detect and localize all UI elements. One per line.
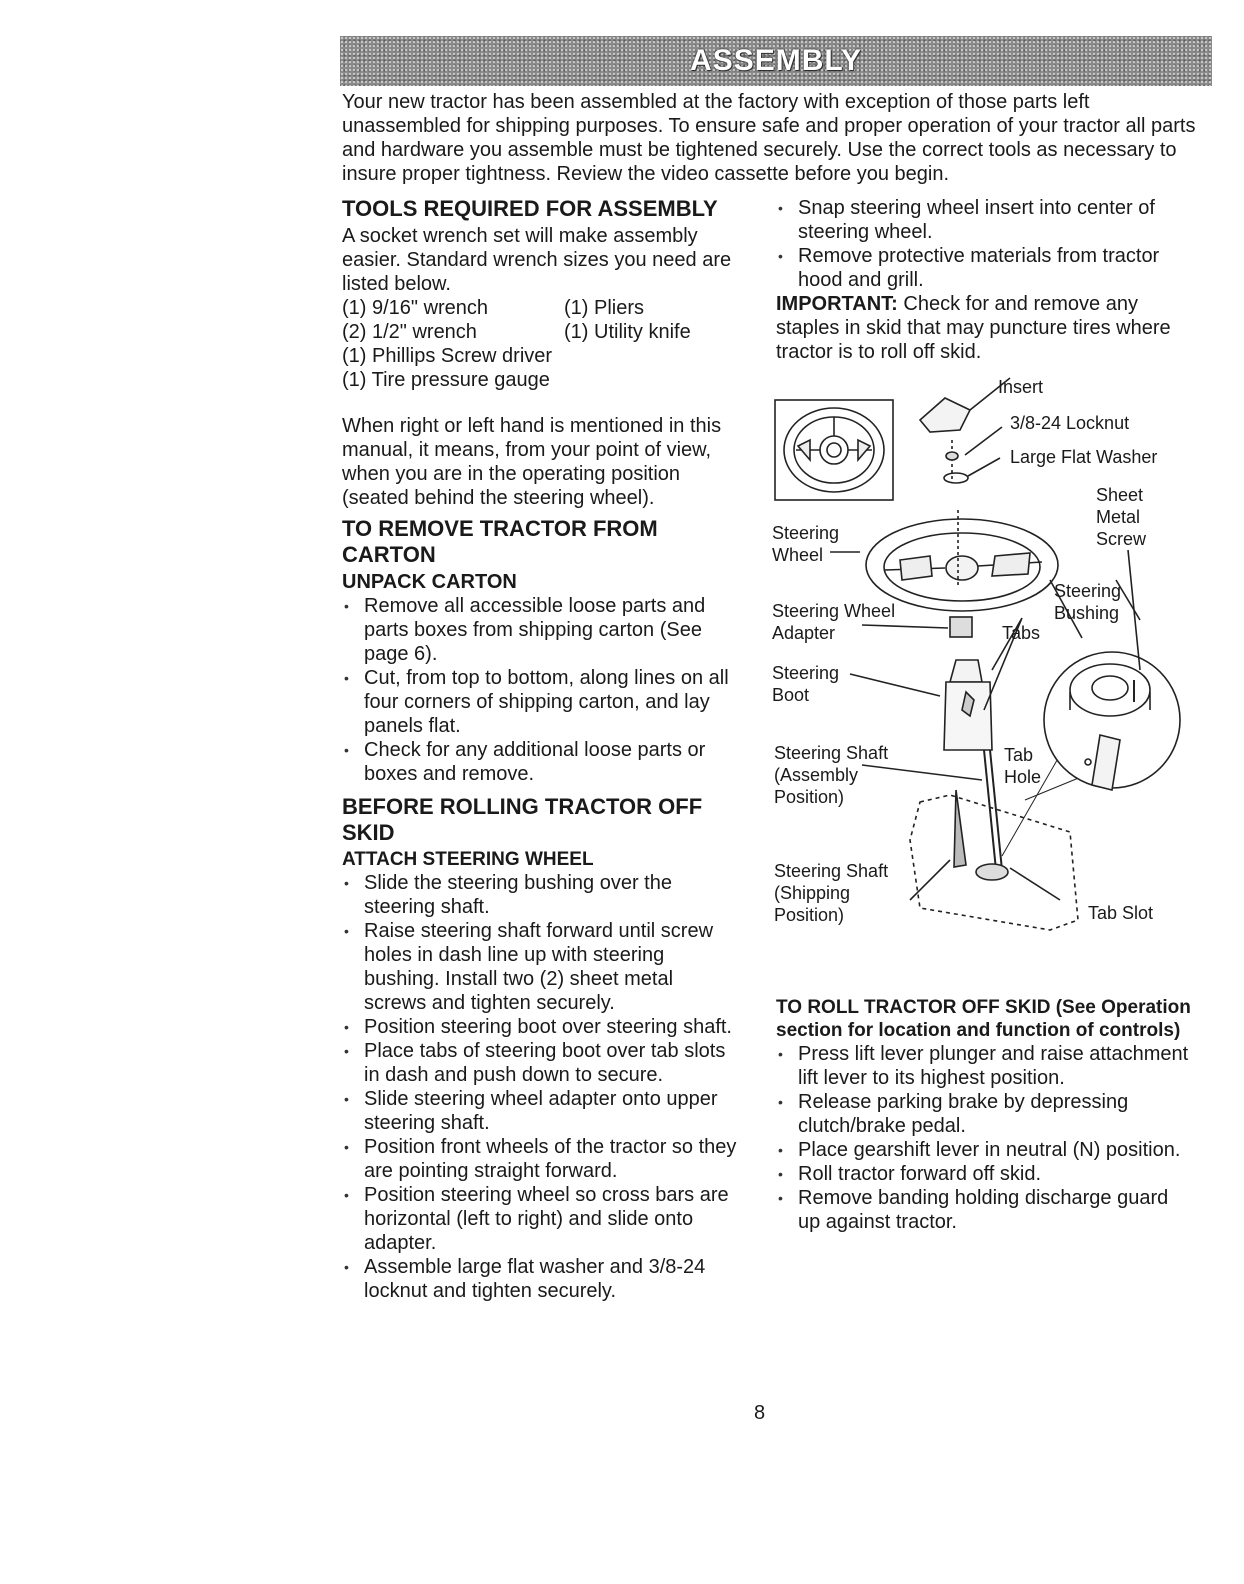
tools-intro: A socket wrench set will make assembly easier. Standard wrench sizes you need are listed below. <box>342 225 732 295</box>
label-insert: Insert <box>998 377 1044 397</box>
right-column-top <box>776 196 1186 364</box>
important-text: Check for and remove any staples in skid that may puncture tires where tractor is to roll off skid. <box>776 293 1171 363</box>
label-sheet-metal-screw: Sheet Metal Screw <box>1096 485 1147 549</box>
list-item: • Remove banding holding discharge guard up against tractor. <box>776 1186 1196 1234</box>
list-item: • Remove protective materials from tractor hood and grill. <box>776 244 1186 292</box>
label-shaft-assembly: Steering Shaft (Assembly Position) <box>774 743 889 807</box>
section-title: ASSEMBLY <box>690 44 862 77</box>
tool-item: (1) Phillips Screw driver <box>342 345 553 367</box>
roll-list <box>776 1042 1196 1234</box>
page-number: 8 <box>754 1402 766 1424</box>
label-steering-wheel: Steering Wheel <box>772 523 840 565</box>
label-tab-hole: Tab Hole <box>1004 745 1042 787</box>
left-column <box>342 196 740 1303</box>
list-item: • Cut, from top to bottom, along lines on all four corners of shipping carton, and lay panels flat. <box>342 666 740 738</box>
boot-icon <box>944 682 992 750</box>
list-item: • Roll tractor forward off skid. <box>776 1162 1196 1186</box>
list-item: • Position steering boot over steering shaft. <box>342 1015 740 1039</box>
tool-item: (1) Tire pressure gauge <box>342 369 550 391</box>
label-shaft-shipping: Steering Shaft (Shipping Position) <box>774 861 889 925</box>
list-item: • Position steering wheel so cross bars are horizontal (left to right) and slide onto adapter. <box>342 1183 740 1255</box>
label-tab-slot: Tab Slot <box>1088 903 1154 923</box>
tool-item: (1) Pliers <box>564 297 645 319</box>
tool-item: (2) 1/2" wrench <box>342 321 477 343</box>
inset-frame <box>775 400 893 500</box>
label-washer: Large Flat Washer <box>1010 447 1158 467</box>
list-item: • Slide the steering bushing over the steering shaft. <box>342 871 740 919</box>
tool-item: (1) Utility knife <box>564 321 691 343</box>
section-banner <box>340 36 1212 86</box>
right-column-bottom <box>776 996 1196 1234</box>
attach-list <box>342 871 740 1303</box>
adapter-icon <box>950 617 972 637</box>
list-item: • Check for any additional loose parts or boxes and remove. <box>342 738 740 786</box>
hand-note: When right or left hand is mentioned in this manual, it means, from your point of view, when you are in the operating position (seated behind the steering wheel). <box>342 415 722 509</box>
tools-list <box>342 296 740 344</box>
list-item: • Position front wheels of the tractor so they are pointing straight forward. <box>342 1135 740 1183</box>
label-adapter: Steering Wheel Adapter <box>772 601 896 643</box>
shaft-shipping-icon <box>954 790 966 867</box>
label-tabs: Tabs <box>1002 623 1041 643</box>
important-label: IMPORTANT: <box>776 293 898 315</box>
unpack-subheading: UNPACK CARTON <box>342 571 517 593</box>
before-heading: BEFORE ROLLING TRACTOR OFF SKID <box>342 794 703 845</box>
roll-heading: TO ROLL TRACTOR OFF SKID (See Operation section for location and function of controls) <box>776 997 1191 1041</box>
list-item: • Press lift lever plunger and raise attachment lift lever to its highest position. <box>776 1042 1196 1090</box>
list-item: • Assemble large flat washer and 3/8-24 locknut and tighten securely. <box>342 1255 740 1303</box>
list-item: • Snap steering wheel insert into center of steering wheel. <box>776 196 1186 244</box>
label-steering-bushing: Steering Bushing <box>1054 581 1122 623</box>
insert-icon <box>920 398 970 432</box>
list-item: • Release parking brake by depressing clutch/brake pedal. <box>776 1090 1196 1138</box>
list-item: • Place gearshift lever in neutral (N) position. <box>776 1138 1196 1162</box>
locknut-icon <box>946 452 958 460</box>
label-locknut: 3/8-24 Locknut <box>1010 413 1130 433</box>
list-item: • Slide steering wheel adapter onto upper steering shaft. <box>342 1087 740 1135</box>
shaft-assembly-icon <box>984 750 996 870</box>
tools-heading: TOOLS REQUIRED FOR ASSEMBLY <box>342 196 718 221</box>
intro-paragraph: Your new tractor has been assembled at the factory with exception of those parts left unassembled for shipping purposes. To ensure safe and proper operation of your tractor all parts and hardware you assemble must be tightened securely. Use the correct tools as necessary to insure proper tightness. Review the video cassette before you begin. <box>342 91 1196 185</box>
list-item: • Place tabs of steering boot over tab slots in dash and push down to secure. <box>342 1039 740 1087</box>
list-item: • Raise steering shaft forward until screw holes in dash line up with steering bushing. Install two (2) sheet metal screws and tighten securely. <box>342 919 740 1015</box>
wheel-list <box>776 196 1186 292</box>
attach-subheading: ATTACH STEERING WHEEL <box>342 849 594 870</box>
label-steering-boot: Steering Boot <box>772 663 840 705</box>
important-note <box>776 292 1186 364</box>
unpack-list <box>342 594 740 786</box>
steering-assembly-diagram <box>770 370 1190 950</box>
washer-icon <box>944 473 968 483</box>
tool-item: (1) 9/16" wrench <box>342 297 489 319</box>
list-item: • Remove all accessible loose parts and parts boxes from shipping carton (See page 6). <box>342 594 740 666</box>
remove-heading: TO REMOVE TRACTOR FROM CARTON <box>342 516 658 567</box>
